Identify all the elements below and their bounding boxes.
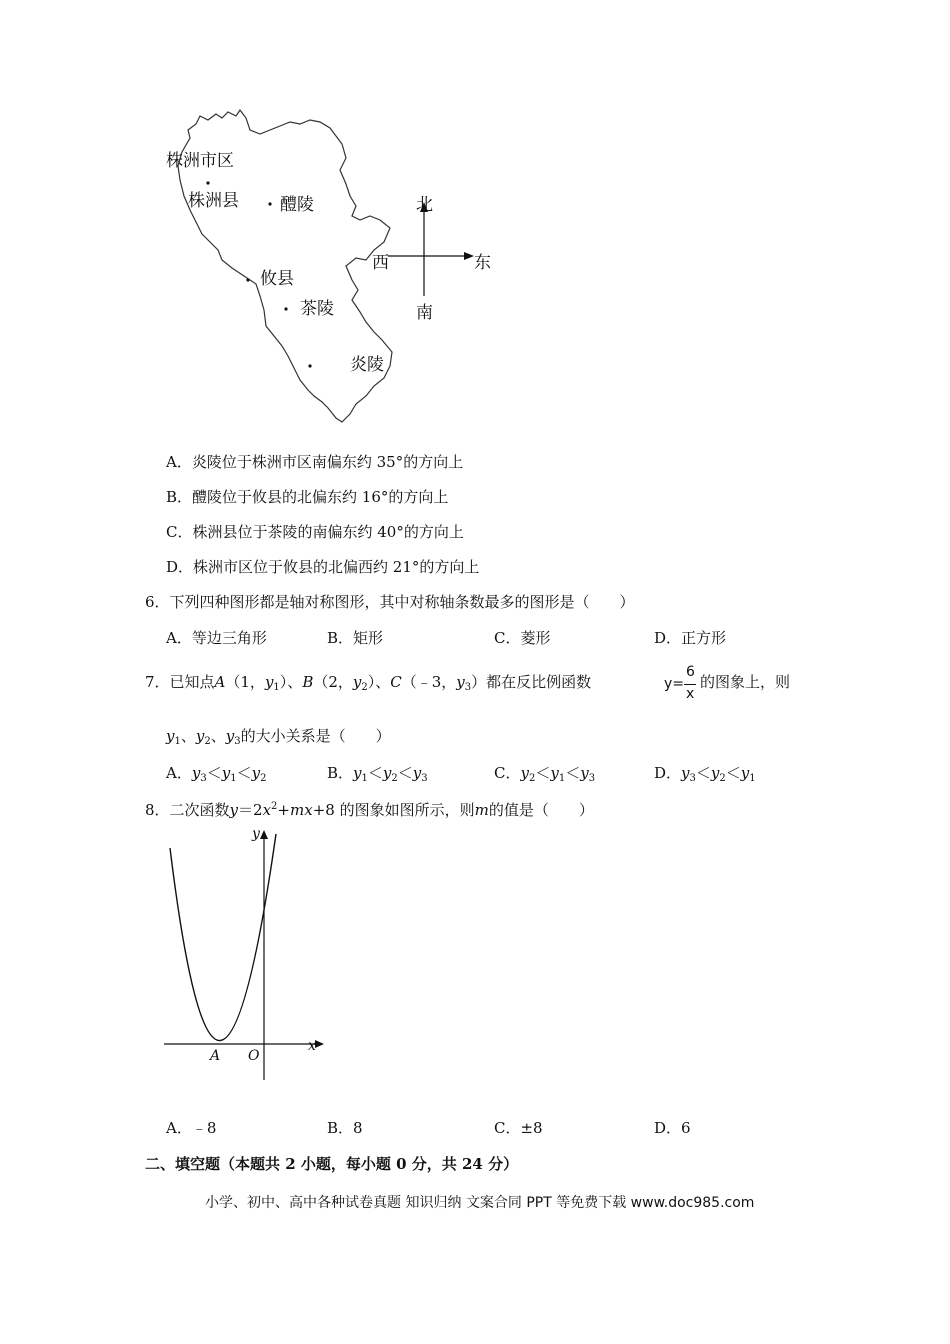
q7-option-a: A．$y_3<y_1<y_2$ (166, 764, 267, 784)
q7-stem-tail: 的图象上，则 (700, 673, 791, 691)
q8-options (0, 1117, 950, 1139)
map-label-zhuzhou-city: 株洲市区 (166, 151, 234, 171)
map-label-chaling: 茶陵 (300, 299, 334, 319)
footer-text: 小学、初中、高中各种试卷真题 知识归纳 文案合同 PPT 等免费下载 www.doc985.com (205, 1195, 755, 1211)
q8-option-c: C．±8 (494, 1119, 543, 1137)
graph-y-label: y (252, 826, 260, 842)
q7-options (0, 762, 950, 784)
parabola-graph (158, 826, 328, 1086)
q8-graph (158, 826, 328, 1086)
compass-west: 西 (372, 253, 389, 273)
q7-stem-line1: 7．已知点A（1，$y_1$）、B（2，$y_2$）、C（﹣3，$y_3$）都在反比例函数 (145, 673, 592, 693)
q7-stem-line2: $y_1$、$y_2$、$y_3$的大小关系是（ ） (166, 727, 391, 747)
compass-south: 南 (416, 303, 433, 323)
q7-option-c: C．$y_2<y_1<y_3$ (494, 764, 596, 784)
q8-stem: 8．二次函数$y=2x^2+mx+8$ 的图象如图所示，则m的值是（ ） (145, 801, 594, 819)
map-label-zhuzhou-county: 株洲县 (188, 191, 239, 211)
graph-a-label: A (210, 1048, 221, 1064)
q5-option-a: A．炎陵位于株洲市区南偏东约 35°的方向上 (166, 453, 464, 471)
map-label-liling: 醴陵 (280, 195, 314, 215)
q8-option-a: A．﹣8 (166, 1119, 217, 1137)
section-2-heading: 二、填空题（本题共 2 小题，每小题 0 分，共 24 分） (145, 1155, 519, 1173)
map-label-youxian: 攸县 (260, 269, 294, 289)
q5-option-d: D．株洲市区位于攸县的北偏西约 21°的方向上 (166, 558, 480, 576)
q6-option-a: A．等边三角形 (166, 629, 267, 647)
q6-option-b: B．矩形 (327, 629, 384, 647)
q5-option-b: B．醴陵位于攸县的北偏东约 16°的方向上 (166, 488, 449, 506)
compass-north: 北 (416, 195, 433, 215)
graph-o-label: O (248, 1048, 260, 1064)
q6-option-c: C．菱形 (494, 629, 551, 647)
q6-stem: 6．下列四种图形都是轴对称图形，其中对称轴条数最多的图形是（ ） (145, 593, 635, 611)
q8-option-d: D．6 (654, 1119, 691, 1137)
graph-x-label: x (308, 1038, 316, 1054)
q6-options (0, 627, 950, 649)
q6-option-d: D．正方形 (654, 629, 727, 647)
compass-east: 东 (474, 253, 491, 273)
q5-option-c: C．株洲县位于茶陵的南偏东约 40°的方向上 (166, 523, 464, 541)
q7-fraction: y= 6 x (664, 664, 695, 702)
compass (366, 188, 496, 323)
q8-option-b: B．8 (327, 1119, 363, 1137)
map-label-yanling: 炎陵 (350, 355, 384, 375)
q7-option-d: D．$y_3<y_2<y_1$ (654, 764, 756, 784)
q7-option-b: B．$y_1<y_2<y_3$ (327, 764, 428, 784)
